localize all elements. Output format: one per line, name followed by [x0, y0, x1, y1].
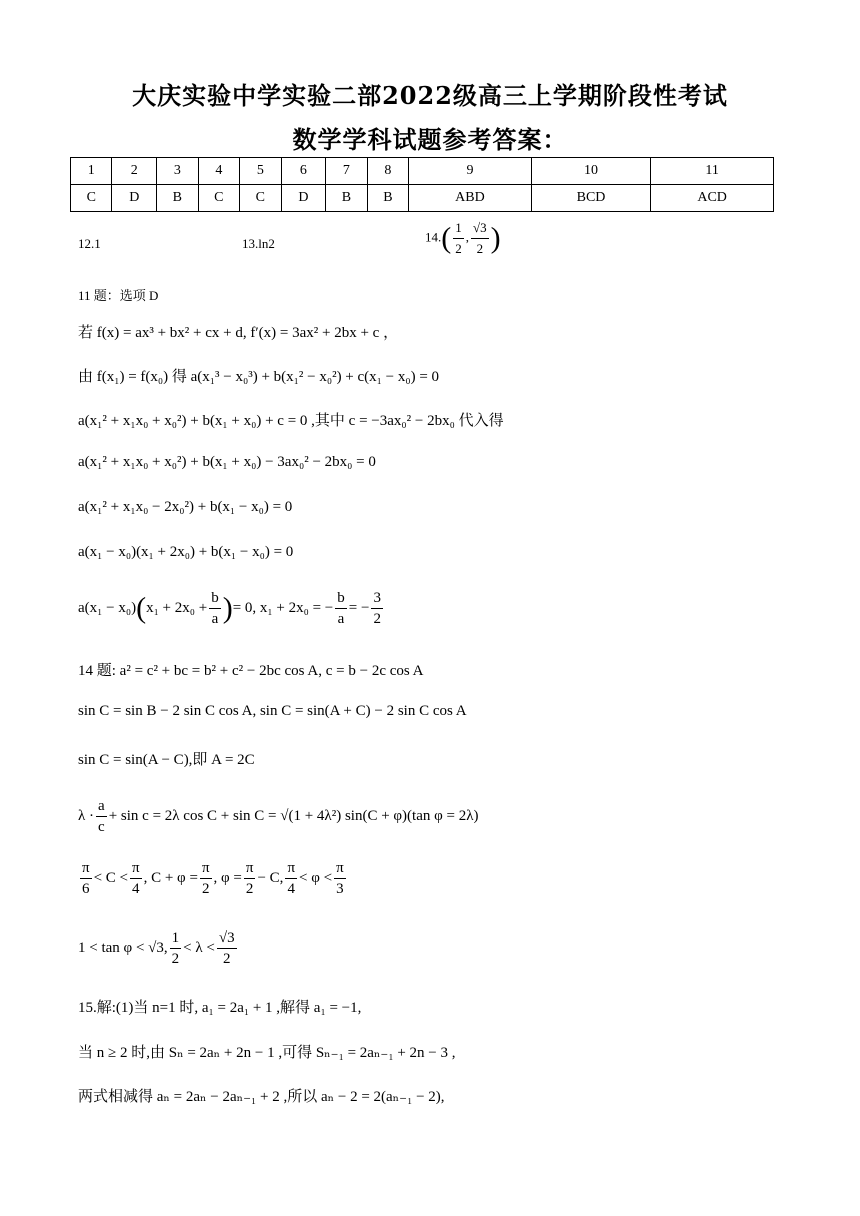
answer-table-number-row	[71, 158, 774, 185]
fraction-root3-half: $\frac{√3}{2}$	[473, 220, 487, 256]
answer-cell: C	[198, 185, 239, 212]
answer-cell: BCD	[531, 185, 651, 212]
q14-line-1: 14 题: a² = c² + bc = b² + c² − 2bc cos A, c = b − 2c cos A	[78, 663, 424, 679]
answer-cell: C	[71, 185, 112, 212]
q14-line-3: sin C = sin(A − C),即 A = 2C	[78, 752, 255, 768]
q11-heading: 11 题：选项 D	[78, 288, 159, 303]
question-number: 10	[531, 158, 651, 185]
answer-q12: 12.1	[78, 236, 101, 251]
q14-line-4: λ · $\frac{a}{c}$ + sin c = 2λ cos C + sin C = √(1 + 4λ²) sin(C + φ)(tan φ = 2λ)	[78, 798, 479, 835]
q11-line-4: a(x₁² + x₁x₀ + x₀²) + b(x₁ + x₀) − 3ax₀² − 2bx₀ = 0	[78, 454, 376, 470]
q11-line-2: 由 f(x₁) = f(x₀) 得 a(x₁³ − x₀³) + b(x₁² − x₀²) + c(x₁ − x₀) = 0	[78, 369, 440, 385]
question-number: 4	[198, 158, 239, 185]
q15-line-2: 当 n ≥ 2 时,由 Sₙ = 2aₙ + 2n − 1 ,可得 Sₙ₋₁ = 2aₙ₋₁ + 2n − 3 ,	[78, 1045, 456, 1061]
q14-prefix: 14.	[425, 229, 442, 245]
answer-q14: 14.( $\frac{1}{2}$ , $\frac{√3}{2}$ )	[425, 218, 501, 259]
fraction-a-over-c: $\frac{a}{c}$	[98, 798, 105, 835]
q11-line-7: a(x₁ − x₀)(x₁ + 2x₀ + $\frac{b}{a}$ )= 0, x₁ + 2x₀ = − $\frac{b}{a}$ = − $\frac{3}{2}$	[78, 590, 381, 627]
question-number: 5	[240, 158, 281, 185]
q14-line-5: $\frac{\pi}{6}$ < C < $\frac{\pi}{4}$ , C + φ = $\frac{\pi}{2}$ , φ = $\frac{\pi}{2}$ − C, $\frac{\pi}{4}$ < φ < $\frac{\pi}{3}$	[82, 860, 344, 897]
answer-cell: ACD	[651, 185, 774, 212]
question-number: 1	[71, 158, 112, 185]
right-paren: )	[490, 221, 501, 255]
fraction-half: $\frac{1}{2}$	[455, 220, 462, 256]
fraction-3-over-2: $\frac{3}{2}$	[373, 590, 381, 627]
question-number: 6	[281, 158, 326, 185]
page-title: 大庆实验中学实验二部2022级高三上学期阶段性考试	[132, 81, 728, 110]
fraction-b-over-a: $\frac{b}{a}$	[337, 590, 345, 627]
question-number: 7	[326, 158, 367, 185]
answer-table	[70, 157, 774, 212]
q15-line-1: 15.解:(1)当 n=1 时, a₁ = 2a₁ + 1 ,解得 a₁ = −1,	[78, 1000, 362, 1016]
question-number: 3	[157, 158, 198, 185]
q15-line-3: 两式相减得 aₙ = 2aₙ − 2aₙ₋₁ + 2 ,所以 aₙ − 2 = 2(aₙ₋₁ − 2),	[78, 1089, 445, 1105]
answer-cell: B	[326, 185, 367, 212]
q14-line-6: 1 < tan φ < √3, $\frac{1}{2}$ < λ < $\frac{√3}{2}$	[78, 930, 235, 967]
answer-q13: 13.ln2	[242, 236, 275, 251]
page-subtitle: 数学学科试题参考答案：	[292, 125, 568, 154]
fraction-root3-half: $\frac{√3}{2}$	[218, 930, 235, 967]
fraction-b-over-a: $\frac{b}{a}$	[211, 590, 219, 627]
q11-line-5: a(x₁² + x₁x₀ − 2x₀²) + b(x₁ − x₀) = 0	[78, 499, 293, 515]
left-paren: (	[441, 221, 452, 255]
answer-cell: ABD	[409, 185, 532, 212]
question-number: 11	[651, 158, 774, 185]
answer-cell: D	[112, 185, 157, 212]
question-number: 9	[409, 158, 532, 185]
q11-line-1: 若 f(x) = ax³ + bx² + cx + d, f′(x) = 3ax² + 2bx + c ，	[78, 325, 399, 341]
q11-line-6: a(x₁ − x₀)(x₁ + 2x₀) + b(x₁ − x₀) = 0	[78, 544, 294, 560]
fraction-half: $\frac{1}{2}$	[171, 930, 180, 967]
answer-table-answer-row	[71, 185, 774, 212]
answer-cell: C	[240, 185, 281, 212]
answer-cell: D	[281, 185, 326, 212]
q14-line-2: sin C = sin B − 2 sin C cos A, sin C = sin(A + C) − 2 sin C cos A	[78, 703, 467, 719]
answer-cell: B	[157, 185, 198, 212]
question-number: 2	[112, 158, 157, 185]
question-number: 8	[367, 158, 408, 185]
q11-line-3: a(x₁² + x₁x₀ + x₀²) + b(x₁ + x₀) + c = 0 ,其中 c = −3ax₀² − 2bx₀ 代入得	[78, 413, 504, 429]
answer-cell: B	[367, 185, 408, 212]
